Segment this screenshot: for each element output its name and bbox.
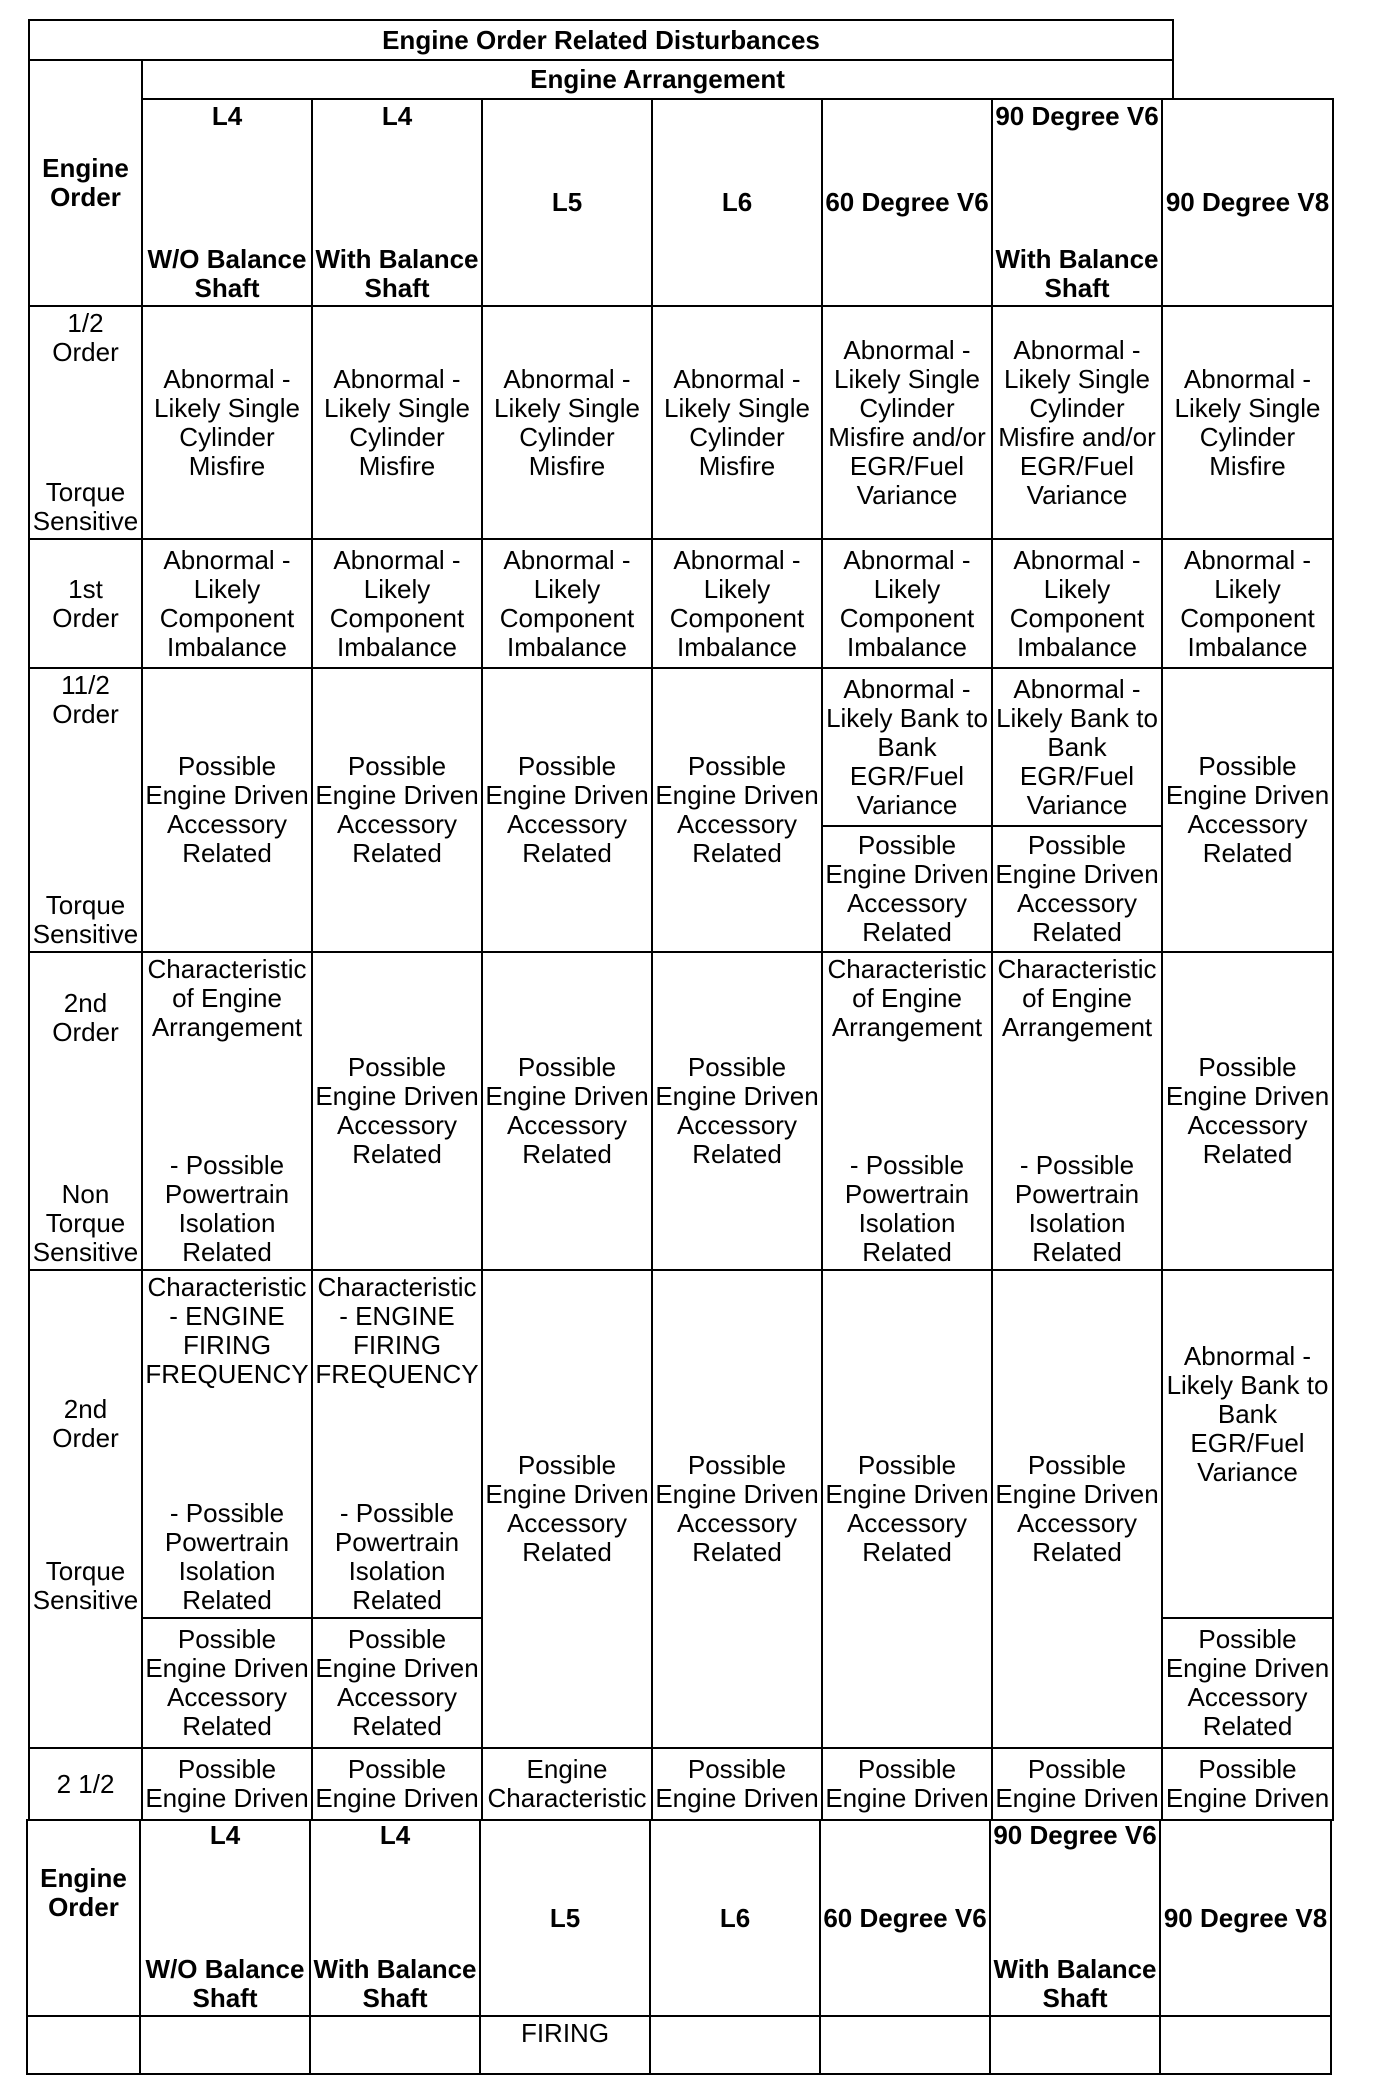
cell-two-half-l4-with: Possible Engine Driven xyxy=(311,1747,483,1821)
cell-second-ts-l6: Possible Engine Driven Accessory Related xyxy=(651,1269,823,1749)
cell-second-nts-l5: Possible Engine Driven Accessory Related xyxy=(481,951,653,1271)
cell-one-half-v8-90: Possible Engine Driven Accessory Related xyxy=(1161,667,1334,953)
cell-two-half-l4-wo: Possible Engine Driven xyxy=(141,1747,313,1821)
cell-first-v6-60: Abnormal - Likely Component Imbalance xyxy=(821,538,993,669)
row-second-ts-order-label: 2nd Order Torque Sensitive xyxy=(28,1269,143,1749)
cell-two-half-l5: Engine Characteristic xyxy=(481,1747,653,1821)
cell-second-ts-l4-with: Characteristic - ENGINE FIRING FREQUENCY - Possible Powertrain Isolation Related xyxy=(311,1269,483,1619)
cell-half-v8-90: Abnormal - Likely Single Cylinder Misfire xyxy=(1161,305,1334,540)
cell-second-ts-v8-90-b: Possible Engine Driven Accessory Related xyxy=(1161,1617,1334,1749)
header2-90-degree-v6: 90 Degree V6 With Balance Shaft xyxy=(989,1819,1161,2017)
partial-row-v6-90 xyxy=(989,2015,1161,2075)
header-l4-with-balance-shaft: L4 With Balance Shaft xyxy=(311,98,483,307)
partial-row-v6-60 xyxy=(819,2015,991,2075)
header2-90-degree-v8: 90 Degree V8 xyxy=(1159,1819,1332,2017)
cell-second-ts-l5: Possible Engine Driven Accessory Related xyxy=(481,1269,653,1749)
cell-second-nts-l4-wo: Characteristic of Engine Arrangement - Possible Powertrain Isolation Related xyxy=(141,951,313,1271)
header-60-degree-v6: 60 Degree V6 xyxy=(821,98,993,307)
header2-60-degree-v6: 60 Degree V6 xyxy=(819,1819,991,2017)
cell-two-half-l6: Possible Engine Driven xyxy=(651,1747,823,1821)
header-90-degree-v6: 90 Degree V6 With Balance Shaft xyxy=(991,98,1163,307)
cell-one-half-l5: Possible Engine Driven Accessory Related xyxy=(481,667,653,953)
header2-l4-wo-balance-shaft: L4 W/O Balance Shaft xyxy=(139,1819,311,2017)
cell-half-v6-60: Abnormal - Likely Single Cylinder Misfire and/or EGR/Fuel Variance xyxy=(821,305,993,540)
header2-l4-with-balance-shaft: L4 With Balance Shaft xyxy=(309,1819,481,2017)
table-title xyxy=(28,19,1174,61)
partial-row-order xyxy=(26,2015,141,2075)
cell-second-ts-l4-with-b: Possible Engine Driven Accessory Related xyxy=(311,1617,483,1749)
cell-second-ts-l4-wo-b: Possible Engine Driven Accessory Related xyxy=(141,1617,313,1749)
cell-second-nts-v6-90: Characteristic of Engine Arrangement - Possible Powertrain Isolation Related xyxy=(991,951,1163,1271)
cell-half-v6-90: Abnormal - Likely Single Cylinder Misfire and/or EGR/Fuel Variance xyxy=(991,305,1163,540)
cell-one-half-l4-wo: Possible Engine Driven Accessory Related xyxy=(141,667,313,953)
cell-second-ts-v8-90-a: Abnormal - Likely Bank to Bank EGR/Fuel Variance xyxy=(1161,1269,1334,1619)
partial-row-v8-90 xyxy=(1159,2015,1332,2075)
cell-one-half-l4-with: Possible Engine Driven Accessory Related xyxy=(311,667,483,953)
cell-two-half-v6-90: Possible Engine Driven xyxy=(991,1747,1163,1821)
engine-arrangement-text: Engine Arrangement xyxy=(530,64,785,94)
header-engine-order: Engine Order xyxy=(28,59,143,307)
cell-second-nts-v8-90: Possible Engine Driven Accessory Related xyxy=(1161,951,1334,1271)
partial-row-l5: FIRING xyxy=(479,2015,651,2075)
partial-row-l4-with xyxy=(309,2015,481,2075)
cell-first-l4-wo: Abnormal - Likely Component Imbalance xyxy=(141,538,313,669)
cell-half-l5: Abnormal - Likely Single Cylinder Misfire xyxy=(481,305,653,540)
cell-half-l4-with: Abnormal - Likely Single Cylinder Misfire xyxy=(311,305,483,540)
cell-first-l6: Abnormal - Likely Component Imbalance xyxy=(651,538,823,669)
cell-two-half-v6-60: Possible Engine Driven xyxy=(821,1747,993,1821)
cell-one-half-l6: Possible Engine Driven Accessory Related xyxy=(651,667,823,953)
row-half-order-label: 1/2 Order Torque Sensitive xyxy=(28,305,143,540)
header2-engine-order: Engine Order xyxy=(26,1819,141,2017)
cell-first-v8-90: Abnormal - Likely Component Imbalance xyxy=(1161,538,1334,669)
cell-first-l5: Abnormal - Likely Component Imbalance xyxy=(481,538,653,669)
cell-two-half-v8-90: Possible Engine Driven xyxy=(1161,1747,1334,1821)
cell-second-nts-l4-with: Possible Engine Driven Accessory Related xyxy=(311,951,483,1271)
header-90-degree-v8: 90 Degree V8 xyxy=(1161,98,1334,307)
cell-second-ts-v6-60: Possible Engine Driven Accessory Related xyxy=(821,1269,993,1749)
cell-second-ts-l4-wo: Characteristic - ENGINE FIRING FREQUENCY - Possible Powertrain Isolation Related xyxy=(141,1269,313,1619)
header-l6: L6 xyxy=(651,98,823,307)
row-two-half-order-label: 2 1/2 xyxy=(28,1747,143,1821)
cell-half-l4-wo: Abnormal - Likely Single Cylinder Misfire xyxy=(141,305,313,540)
header2-l5: L5 xyxy=(479,1819,651,2017)
cell-first-l4-with: Abnormal - Likely Component Imbalance xyxy=(311,538,483,669)
cell-second-nts-v6-60: Characteristic of Engine Arrangement - Possible Powertrain Isolation Related xyxy=(821,951,993,1271)
cell-one-half-v6-90-a: Abnormal - Likely Bank to Bank EGR/Fuel Variance xyxy=(991,667,1163,827)
cell-second-ts-v6-90: Possible Engine Driven Accessory Related xyxy=(991,1269,1163,1749)
cell-one-half-v6-60-a: Abnormal - Likely Bank to Bank EGR/Fuel Variance xyxy=(821,667,993,827)
row-first-order-label: 1st Order xyxy=(28,538,143,669)
header-l4-wo-balance-shaft: L4 W/O Balance Shaft xyxy=(141,98,313,307)
cell-second-nts-l6: Possible Engine Driven Accessory Related xyxy=(651,951,823,1271)
cell-first-v6-90: Abnormal - Likely Component Imbalance xyxy=(991,538,1163,669)
cell-one-half-v6-90-b: Possible Engine Driven Accessory Related xyxy=(991,825,1163,953)
cell-half-l6: Abnormal - Likely Single Cylinder Misfire xyxy=(651,305,823,540)
header-l5: L5 xyxy=(481,98,653,307)
table-title-text: Engine Order Related Disturbances xyxy=(382,24,820,55)
row-second-nts-order-label: 2nd Order Non Torque Sensitive xyxy=(28,951,143,1271)
engine-arrangement-header xyxy=(141,59,1174,100)
partial-row-l6 xyxy=(649,2015,821,2075)
row-one-half-order-label: 11/2 Order Torque Sensitive xyxy=(28,667,143,953)
partial-row-l4-wo xyxy=(139,2015,311,2075)
header2-l6: L6 xyxy=(649,1819,821,2017)
cell-one-half-v6-60-b: Possible Engine Driven Accessory Related xyxy=(821,825,993,953)
